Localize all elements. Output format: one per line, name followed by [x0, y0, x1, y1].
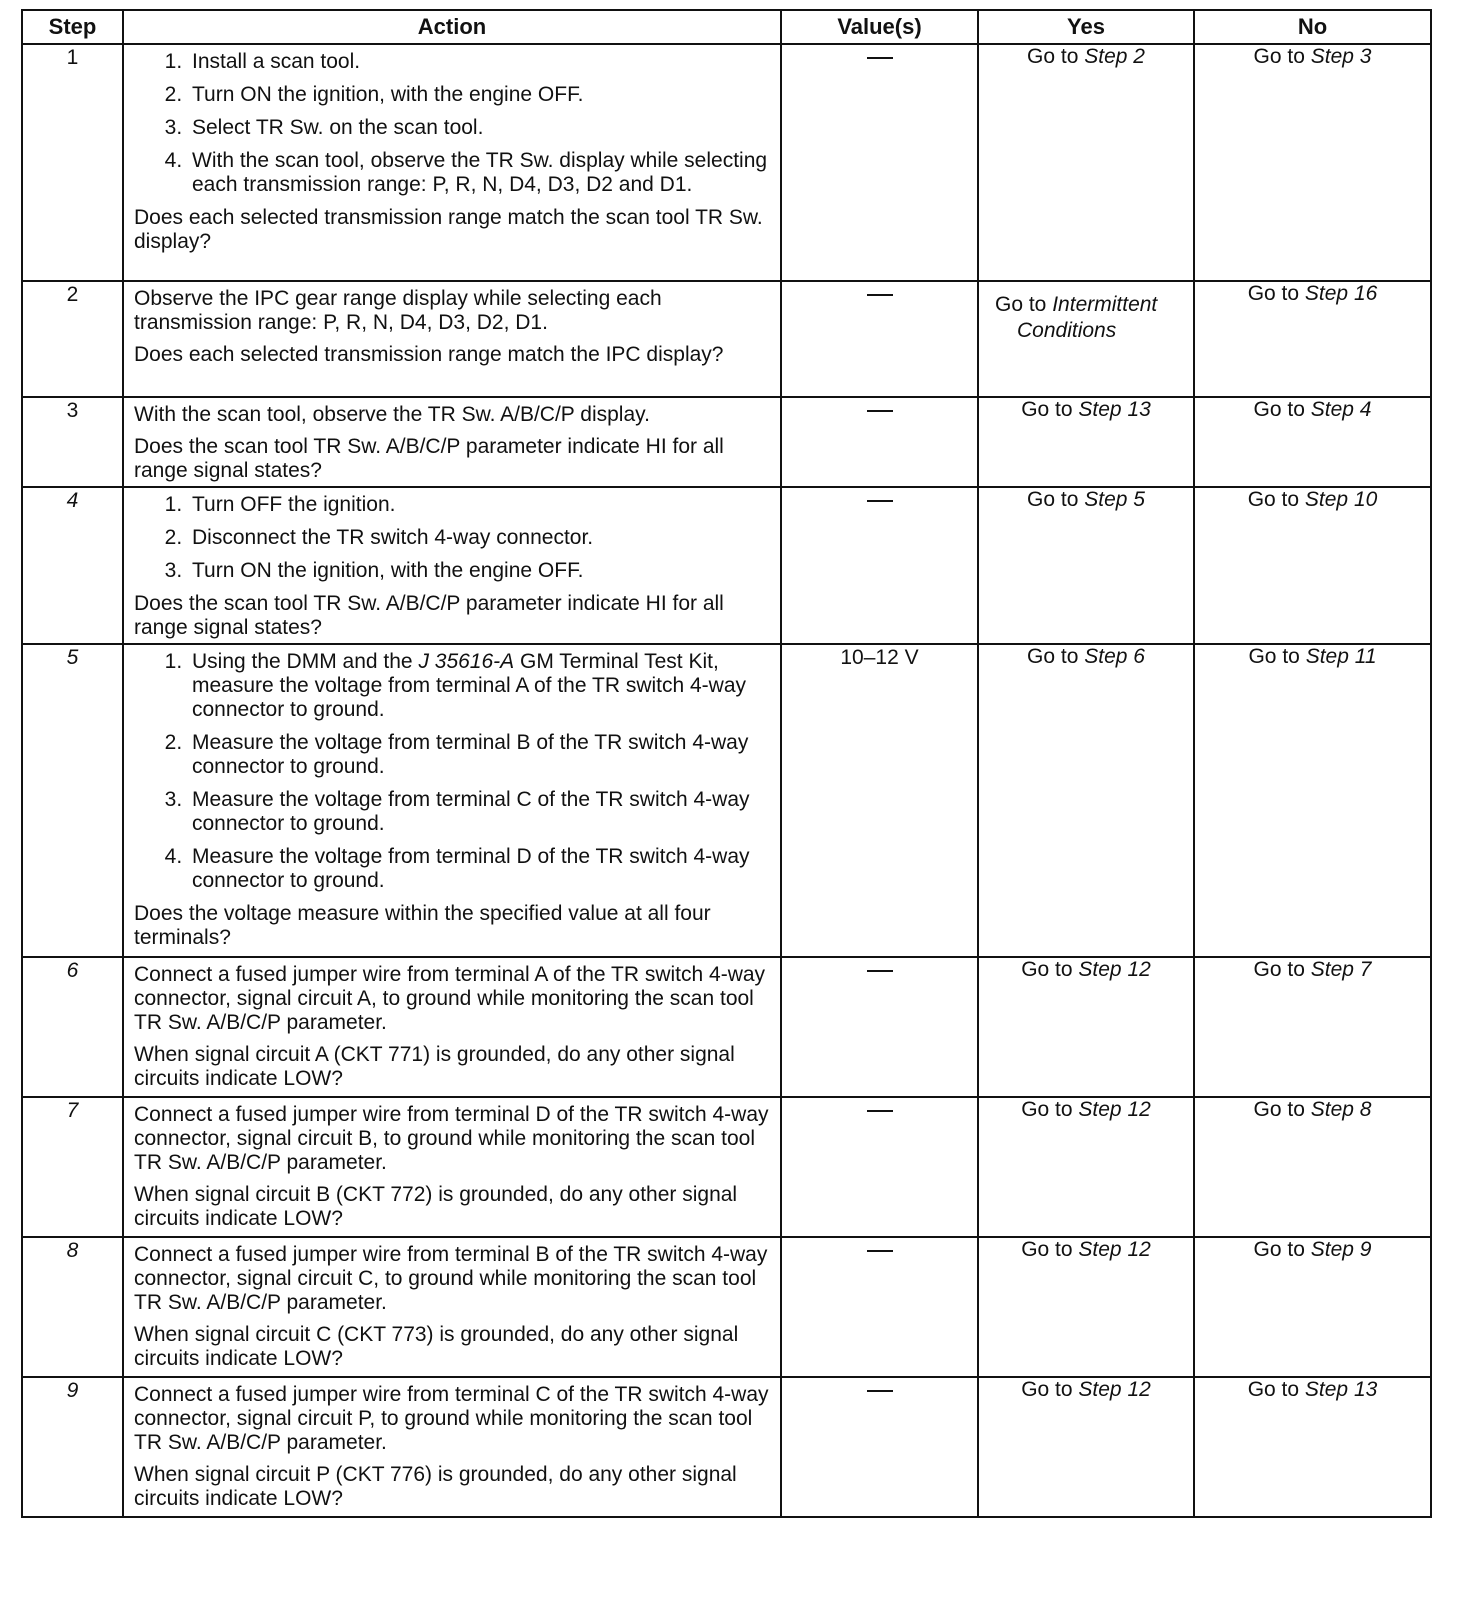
go-to-label: Go to: [1253, 398, 1305, 421]
action-text: Connect a fused jumper wire from terminal B of the TR switch 4-way connector, signal circuit C, to ground while monitoring the scan tool TR Sw. A/B/C/P parameter.: [134, 1243, 768, 1314]
action-question: When signal circuit P (CKT 776) is grounded, do any other signal circuits indicate LOW?: [134, 1463, 737, 1510]
action-item: 2. Measure the voltage from terminal B of the TR switch 4-way connector to ground.: [188, 731, 770, 779]
yes-cell: [978, 281, 1194, 397]
value-dash: [867, 294, 893, 296]
action-item: 2. Turn ON the ignition, with the engine OFF.: [188, 83, 770, 107]
value-cell: [781, 44, 978, 281]
action-cell: [123, 957, 781, 1097]
no-cell: [1194, 397, 1431, 487]
go-to-label: Go to: [1021, 398, 1073, 421]
table-row-step-9: [22, 1377, 1431, 1517]
no-target[interactable]: Step 13: [1304, 1378, 1378, 1401]
table-row-step-6: [22, 957, 1431, 1097]
action-cell: [123, 1377, 781, 1517]
action-list: [134, 493, 770, 583]
go-to-label: Go to: [1247, 488, 1300, 511]
action-question: Does the scan tool TR Sw. A/B/C/P parameter indicate HI for all range signal states?: [134, 592, 724, 639]
header-yes: Yes: [978, 10, 1194, 44]
step-number: 2: [22, 281, 123, 397]
yes-target[interactable]: Step 12: [1078, 1378, 1151, 1401]
yes-cell: [978, 487, 1194, 644]
action-cell: [123, 1237, 781, 1377]
table-row-step-2: [22, 281, 1431, 397]
action-list: [134, 50, 770, 197]
table-row-step-1: [22, 44, 1431, 281]
go-to-label: Go to: [1253, 45, 1305, 68]
go-to-label: Go to: [1253, 958, 1305, 981]
action-item: 3. Turn ON the ignition, with the engine OFF.: [188, 559, 770, 583]
action-question: Does the voltage measure within the specified value at all four terminals?: [134, 902, 711, 949]
no-target[interactable]: Step 7: [1310, 958, 1372, 981]
value-dash: [867, 1110, 893, 1112]
yes-target[interactable]: Intermittent: [1052, 293, 1158, 316]
action-text: Connect a fused jumper wire from terminal A of the TR switch 4-way connector, signal circuit A, to ground while monitoring the scan tool TR Sw. A/B/C/P parameter.: [134, 963, 766, 1034]
table-row-step-5: [22, 644, 1431, 957]
no-target[interactable]: Step 8: [1310, 1098, 1372, 1121]
action-item: 4. Measure the voltage from terminal D of the TR switch 4-way connector to ground.: [188, 845, 770, 893]
value-dash: [867, 970, 893, 972]
go-to-label: Go to: [1247, 1378, 1300, 1401]
yes-target[interactable]: Step 12: [1078, 1238, 1151, 1261]
action-text: Observe the IPC gear range display while selecting each transmission range: P, R, N, D4, D3, D2, D1.: [134, 287, 662, 334]
no-cell: [1194, 281, 1431, 397]
go-to-label: Go to: [1253, 1238, 1305, 1261]
header-value: Value(s): [781, 10, 978, 44]
yes-target-continued[interactable]: Conditions: [1017, 319, 1117, 342]
tool-name: J 35616-A: [418, 650, 515, 673]
yes-target[interactable]: Step 2: [1084, 45, 1145, 68]
go-to-label: Go to: [1027, 645, 1079, 668]
go-to-label: Go to: [1021, 958, 1073, 981]
action-item-text: Using the DMM and the: [192, 650, 419, 673]
action-item: 1. Turn OFF the ignition.: [188, 493, 770, 517]
value-dash: [867, 500, 893, 502]
value-dash: [867, 1390, 893, 1392]
value-cell: [781, 487, 978, 644]
action-item: 4. With the scan tool, observe the TR Sw. display while selecting each transmission range: P, R, N, D4, D3, D2 and D1.: [188, 149, 770, 197]
header-row: [22, 10, 1431, 44]
action-item-text: GM Terminal Test Kit, measure the voltage from terminal A of the TR switch 4-way connector to ground.: [192, 650, 747, 721]
no-cell: [1194, 487, 1431, 644]
value-dash: [867, 57, 893, 59]
header-action: Action: [123, 10, 781, 44]
yes-cell: [978, 1377, 1194, 1517]
yes-target[interactable]: Step 13: [1078, 398, 1151, 421]
action-item: 2. Disconnect the TR switch 4-way connector.: [188, 526, 770, 550]
go-to-label: Go to: [1021, 1378, 1073, 1401]
action-text: Connect a fused jumper wire from terminal C of the TR switch 4-way connector, signal circuit P, to ground while monitoring the scan tool TR Sw. A/B/C/P parameter.: [134, 1383, 769, 1454]
step-number: 7: [22, 1097, 123, 1237]
action-item: [188, 650, 770, 722]
yes-cell: [978, 1097, 1194, 1237]
header-step: Step: [22, 10, 123, 44]
go-to-label: Go to: [1248, 645, 1300, 668]
table-row-step-8: [22, 1237, 1431, 1377]
action-cell: [123, 44, 781, 281]
value-cell: [781, 957, 978, 1097]
step-number: 8: [22, 1237, 123, 1377]
value-cell: [781, 1097, 978, 1237]
no-target[interactable]: Step 11: [1305, 645, 1377, 668]
action-item: 3. Measure the voltage from terminal C of the TR switch 4-way connector to ground.: [188, 788, 770, 836]
action-cell: [123, 644, 781, 957]
action-item: 1. Install a scan tool.: [188, 50, 770, 74]
value-cell: [781, 281, 978, 397]
yes-cell: [978, 1237, 1194, 1377]
go-to-label: Go to: [995, 293, 1047, 316]
action-cell: [123, 397, 781, 487]
header-no: No: [1194, 10, 1431, 44]
action-question: Does the scan tool TR Sw. A/B/C/P parameter indicate HI for all range signal states?: [134, 435, 724, 482]
table-row-step-7: [22, 1097, 1431, 1237]
action-question: When signal circuit A (CKT 771) is grounded, do any other signal circuits indicate LOW?: [134, 1043, 735, 1090]
no-cell: [1194, 957, 1431, 1097]
action-question: Does each selected transmission range match the scan tool TR Sw. display?: [134, 206, 763, 253]
step-number: 4: [22, 487, 123, 644]
value-cell: [781, 397, 978, 487]
yes-target[interactable]: Step 5: [1084, 488, 1145, 511]
action-question: When signal circuit B (CKT 772) is grounded, do any other signal circuits indicate LOW?: [134, 1183, 738, 1230]
yes-target[interactable]: Step 6: [1084, 645, 1145, 668]
go-to-label: Go to: [1021, 1098, 1073, 1121]
go-to-label: Go to: [1247, 282, 1300, 305]
go-to-label: Go to: [1027, 45, 1079, 68]
no-cell: [1194, 1377, 1431, 1517]
action-cell: [123, 487, 781, 644]
action-text: With the scan tool, observe the TR Sw. A/B/C/P display.: [134, 403, 650, 426]
diagnostic-table: [21, 9, 1432, 1518]
table-row-step-4: [22, 487, 1431, 644]
action-question: When signal circuit C (CKT 773) is grounded, do any other signal circuits indicate LOW?: [134, 1323, 739, 1370]
step-number: 9: [22, 1377, 123, 1517]
value-dash: [867, 410, 893, 412]
go-to-label: Go to: [1027, 488, 1079, 511]
table-row-step-3: [22, 397, 1431, 487]
action-list: [134, 650, 770, 893]
no-target[interactable]: Step 4: [1310, 398, 1372, 421]
step-number: 6: [22, 957, 123, 1097]
step-number: 3: [22, 397, 123, 487]
value-cell: 10–12 V: [781, 644, 978, 957]
yes-cell: [978, 44, 1194, 281]
no-target[interactable]: Step 16: [1304, 282, 1378, 305]
value-cell: [781, 1377, 978, 1517]
yes-cell: [978, 397, 1194, 487]
no-cell: [1194, 1237, 1431, 1377]
no-cell: [1194, 1097, 1431, 1237]
go-to-label: Go to: [1021, 1238, 1073, 1261]
action-text: Connect a fused jumper wire from terminal D of the TR switch 4-way connector, signal circuit B, to ground while monitoring the scan tool TR Sw. A/B/C/P parameter.: [134, 1103, 769, 1174]
action-item: 3. Select TR Sw. on the scan tool.: [188, 116, 770, 140]
step-number: 1: [22, 44, 123, 281]
action-question: Does each selected transmission range match the IPC display?: [134, 343, 724, 366]
no-cell: [1194, 44, 1431, 281]
yes-cell: [978, 644, 1194, 957]
go-to-label: Go to: [1253, 1098, 1305, 1121]
action-cell: [123, 281, 781, 397]
no-target[interactable]: Step 9: [1310, 1238, 1372, 1261]
yes-target[interactable]: Step 12: [1078, 958, 1151, 981]
no-target[interactable]: Step 10: [1304, 488, 1378, 511]
yes-target[interactable]: Step 12: [1078, 1098, 1151, 1121]
action-cell: [123, 1097, 781, 1237]
value-dash: [867, 1250, 893, 1252]
value-cell: [781, 1237, 978, 1377]
yes-cell: [978, 957, 1194, 1097]
step-number: 5: [22, 644, 123, 957]
no-cell: [1194, 644, 1431, 957]
no-target[interactable]: Step 3: [1310, 45, 1372, 68]
